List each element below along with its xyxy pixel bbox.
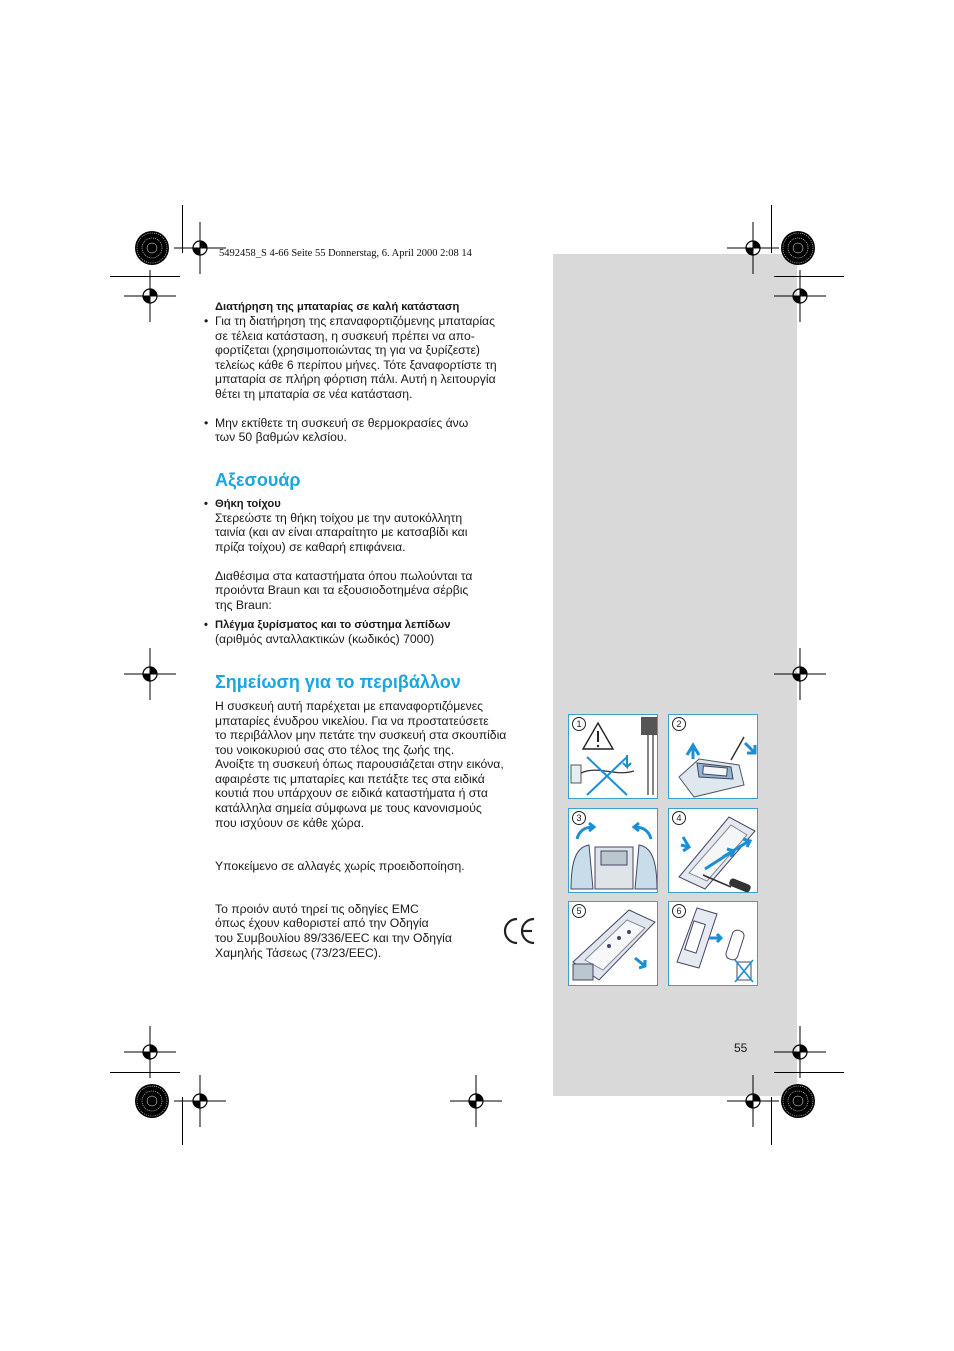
- figure-5: [568, 901, 658, 986]
- wall-holder-title: • Θήκη τοίχου: [215, 497, 545, 511]
- accessories-heading: Αξεσουάρ: [215, 469, 301, 490]
- figure-4: [668, 808, 758, 893]
- page-number: 55: [734, 1041, 748, 1055]
- change-notice: Υποκείμενο σε αλλαγές χωρίς προειδοποίηση.: [215, 859, 465, 874]
- figure-number: 6: [672, 904, 686, 918]
- figure-6: [668, 901, 758, 986]
- ce-mark-icon: [502, 915, 536, 947]
- foil-title: • Πλέγμα ξυρίσματος και το σύστημα λεπίδων: [215, 618, 545, 632]
- battery-bullet-1: • Για τη διατήρηση της επαναφορτιζόμενης μπαταρίας σε τέλεια κατάσταση, η συσκευή πρέπει να απο- φορτίζεται (χρησιμοποιώντας τη για να ξυρίζεστε) τελείως κάθε 6 περίπου μήνες. Τότε ξαναφορτίστε τη μπαταρία σε πλήρη φόρτιση πάλι. Αυτή η λειτουργία θέτει τη μπαταρία σε νέα κατάσταση.: [215, 314, 545, 402]
- environment-text: Η συσκευή αυτή παρέχεται με επαναφορτιζόμενες μπαταρίες ένυδρου νικελίου. Για να προστατεύσετε το περιβάλλον μην πετάτε την συσκευή στα σκουπίδια του νοικοκυριού σας στο τέλος της ζωής της. Ανοίξτε τη συσκευή όπως παρουσιάζεται στην εικόνα, αφαιρέστε τις μπαταρίες και πετάξτε τες στα ειδικά κουτιά που υπάρχουν σε ειδικά καταστήματα ή στα κατάλληλα σημεία σύμφωνα με τους κανονισμούς που ισχύουν σε κάθε χώρα.: [215, 698, 507, 830]
- foil-part-number: (αριθμός ανταλλακτικών (κωδικός) 7000): [215, 632, 435, 647]
- figure-number: 1: [572, 717, 586, 731]
- wall-holder-text: Στερεώστε τη θήκη τοίχου με την αυτοκόλλητη ταινία (και αν είναι απαραίτητο με κατσαβίδι και πρίζα τοίχου) σε καθαρή επιφάνεια.: [215, 510, 468, 554]
- figure-number: 5: [572, 904, 586, 918]
- battery-bullet-2: • Μην εκτίθετε τη συσκευή σε θερμοκρασίες άνω των 50 βαθμών κελσίου.: [215, 416, 545, 445]
- figure-3: [568, 808, 658, 893]
- battery-maintenance-title: Διατήρηση της μπαταρίας σε καλή κατάσταση: [215, 301, 460, 313]
- main-text-column: [215, 300, 545, 960]
- environment-heading: Σημείωση για το περιβάλλον: [215, 671, 461, 692]
- figure-2: [668, 714, 758, 799]
- emc-text: Το προιόν αυτό τηρεί τις οδηγίες EMC όπως έχουν καθοριστεί από την Οδηγία του Συμβουλίου 89/336/EEC και την Οδηγία Χαμηλής Τάσεως (73/23/EEC).: [215, 901, 452, 960]
- figure-number: 3: [572, 811, 586, 825]
- figure-number: 2: [672, 717, 686, 731]
- figure-number: 4: [672, 811, 686, 825]
- figure-1: [568, 714, 658, 799]
- availability-text: Διαθέσιμα στα καταστήματα όπου πωλούνται τα προιόντα Braun και τα εξουσιοδοτημένα σέρβις της Braun:: [215, 568, 473, 612]
- print-info: 5492458_S 4-66 Seite 55 Donnerstag, 6. April 2000 2:08 14: [219, 248, 472, 259]
